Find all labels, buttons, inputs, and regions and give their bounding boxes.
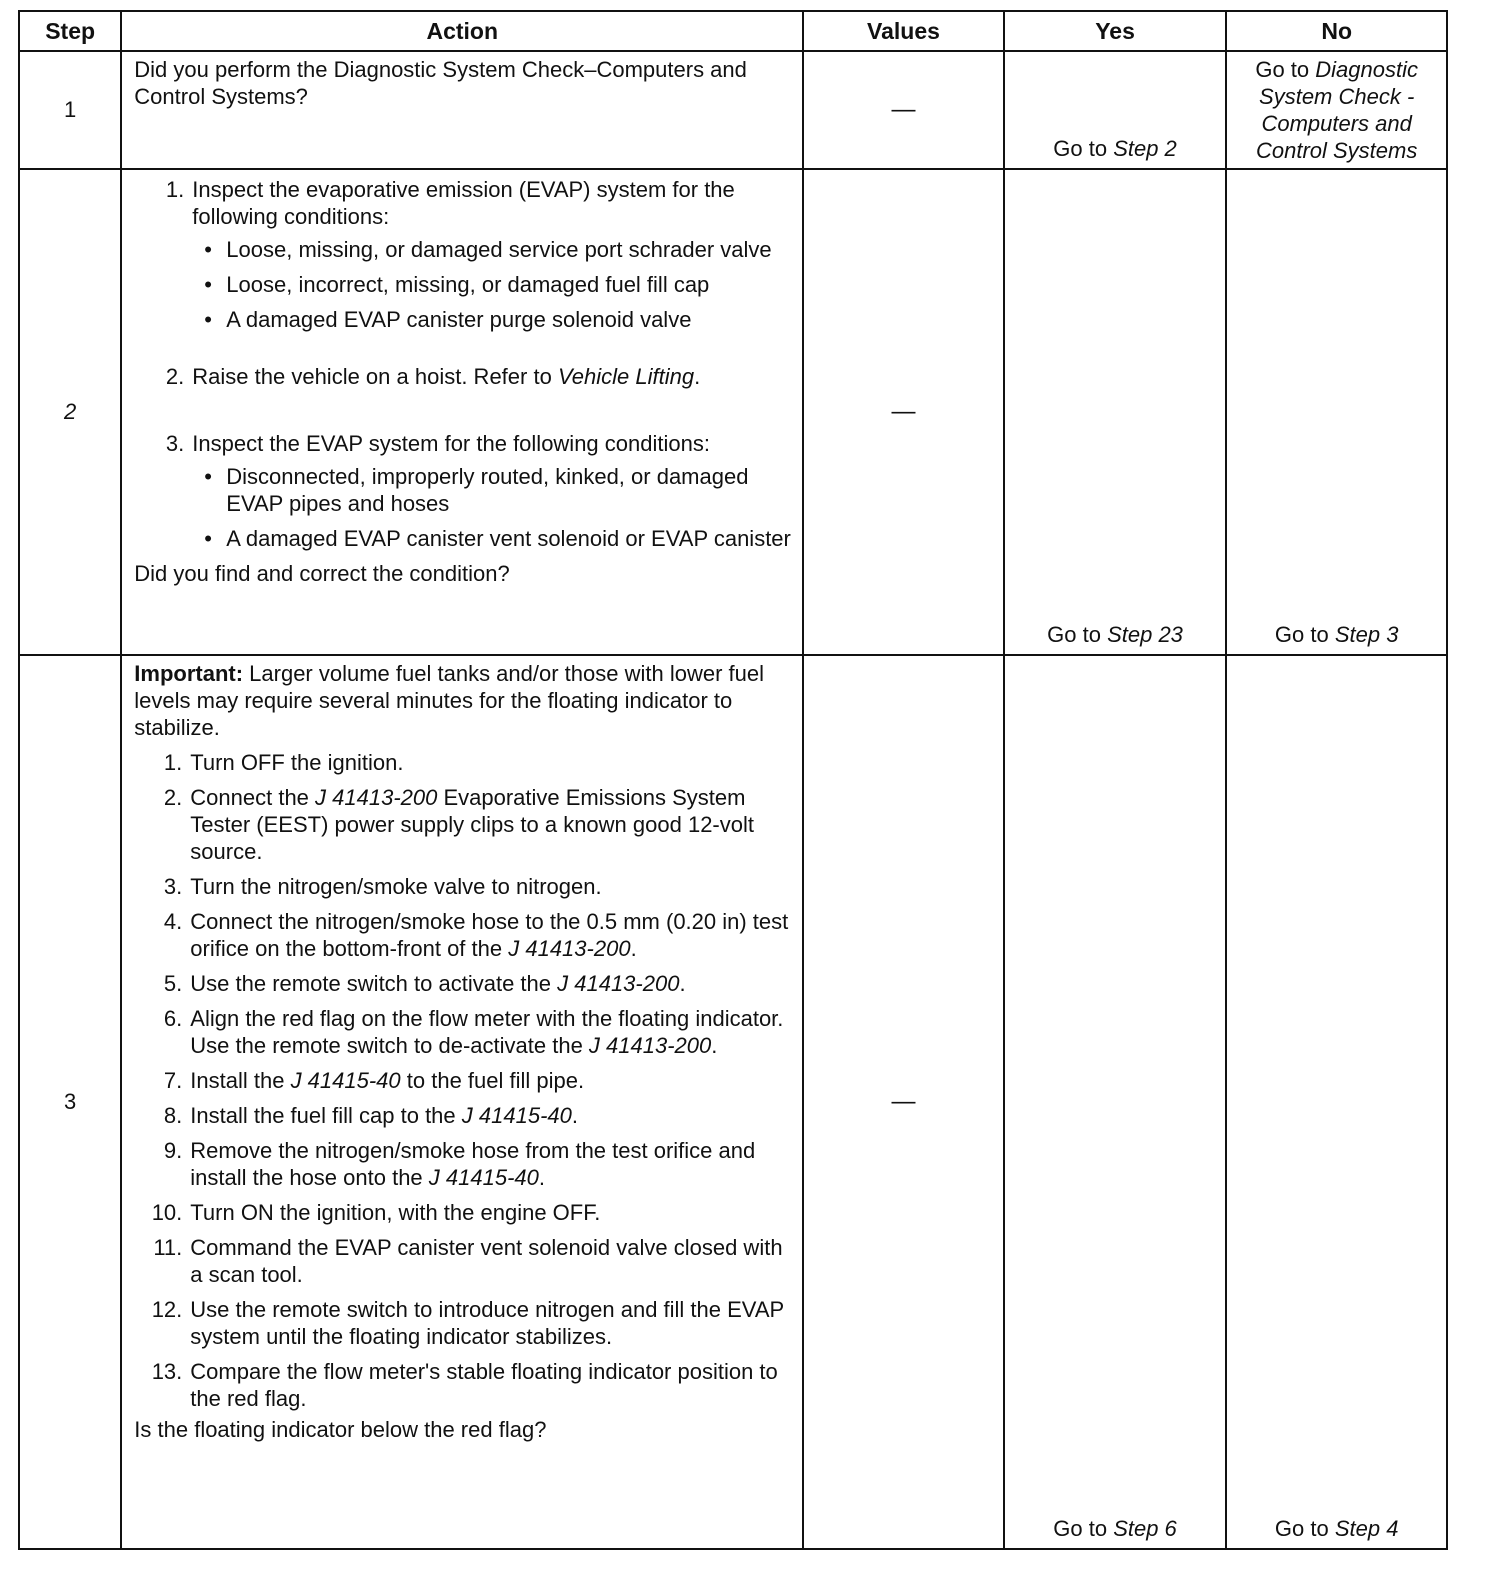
no-ref-line[interactable]: System Check -: [1259, 84, 1415, 109]
header-values: Values: [803, 11, 1004, 51]
list-item: 4. Connect the nitrogen/smoke hose to the 0.5 mm (0.20 in) test orifice on the bottom-front of the J 41413-200.: [163, 909, 789, 961]
action-list: [134, 749, 796, 1412]
step-number: 1: [19, 51, 121, 169]
no-cell: [1226, 51, 1447, 169]
list-item: 10. Turn ON the ignition, with the engine OFF.: [151, 1200, 601, 1225]
no-ref-line[interactable]: Control Systems: [1255, 138, 1418, 163]
action-question: Did you find and correct the condition?: [134, 561, 510, 586]
bullet-item: • A damaged EVAP canister purge solenoid valve: [204, 307, 692, 332]
yes-cell: Go to Step 23: [1004, 169, 1227, 655]
no-step-link[interactable]: Step 3: [1334, 621, 1399, 647]
list-item: 7. Install the J 41415-40 to the fuel fill pipe.: [163, 1068, 585, 1093]
no-cell: Go to Step 4: [1226, 655, 1447, 1549]
action-question: Did you perform the Diagnostic System Check–Computers and Control Systems?: [134, 57, 747, 109]
values-cell: —: [803, 169, 1004, 655]
tool-ref[interactable]: J 41413-200: [588, 1033, 712, 1058]
bullet-list: [192, 236, 796, 333]
values-cell: —: [803, 655, 1004, 1549]
adapter-ref[interactable]: J 41415-40: [428, 1165, 539, 1190]
header-yes: Yes: [1004, 11, 1227, 51]
action-list: [136, 174, 796, 552]
list-item: 3. Turn the nitrogen/smoke valve to nitrogen.: [163, 874, 602, 899]
list-item: 9. Remove the nitrogen/smoke hose from the test orifice and install the hose onto the J 41415-40.: [163, 1138, 756, 1190]
yes-cell: Go to Step 6: [1004, 655, 1227, 1549]
step-row-1: [19, 51, 1447, 169]
important-note: Important: Larger volume fuel tanks and/or those with lower fuel levels may require several minutes for the floating indicator to stabilize.: [134, 661, 764, 740]
no-step-link[interactable]: Step 4: [1334, 1515, 1399, 1541]
list-item: 1. Turn OFF the ignition.: [163, 750, 404, 775]
list-item: 3. Inspect the EVAP system for the following conditions: • Disconnected, improperly routed, kinked, or damaged EVAP pipes and hoses • A damaged EVAP canister vent solenoid or EVAP canister: [136, 430, 796, 552]
list-item: 13. Compare the flow meter's stable floating indicator position to the red flag.: [151, 1359, 778, 1411]
header-row: [19, 11, 1447, 51]
no-ref-line[interactable]: Computers and: [1261, 111, 1412, 136]
bullet-item: • Loose, incorrect, missing, or damaged fuel fill cap: [204, 272, 710, 297]
action-cell: [121, 51, 803, 169]
header-no: No: [1226, 11, 1447, 51]
bullet-list: [192, 463, 796, 552]
action-cell: [121, 169, 803, 655]
list-item: 8. Install the fuel fill cap to the J 41415-40.: [163, 1103, 578, 1128]
step-row-3: [19, 655, 1447, 1549]
no-ref-line[interactable]: Diagnostic: [1315, 57, 1418, 82]
adapter-ref[interactable]: J 41415-40: [290, 1068, 401, 1093]
list-item: 11. Command the EVAP canister vent solenoid valve closed with a scan tool.: [153, 1235, 783, 1287]
yes-step-link[interactable]: Step 6: [1113, 1515, 1177, 1541]
no-cell: Go to Step 3: [1226, 169, 1447, 655]
bullet-item: • Loose, missing, or damaged service port schrader valve: [204, 237, 772, 262]
header-step: Step: [19, 11, 121, 51]
action-cell: [121, 655, 803, 1549]
list-item: 2. Connect the J 41413-200 Evaporative Emissions System Tester (EEST) power supply clips to a known good 12-volt source.: [163, 785, 754, 864]
yes-step-link[interactable]: Step 23: [1107, 621, 1183, 647]
adapter-ref[interactable]: J 41415-40: [461, 1103, 572, 1128]
tool-ref[interactable]: J 41413-200: [557, 971, 680, 996]
header-action: Action: [121, 11, 803, 51]
bullet-item: • A damaged EVAP canister vent solenoid or EVAP canister: [204, 526, 791, 551]
tool-ref[interactable]: J 41413-200: [508, 936, 631, 961]
action-question: Is the floating indicator below the red flag?: [134, 1417, 547, 1442]
list-item: 5. Use the remote switch to activate the J 41413-200.: [163, 971, 686, 996]
tool-ref[interactable]: J 41413-200: [315, 785, 438, 810]
values-cell: —: [803, 51, 1004, 169]
no-prefix: Go to: [1255, 57, 1316, 82]
list-item: 1. Inspect the evaporative emission (EVAP) system for the following conditions: • Loose, missing, or damaged service port schrader valve • Loose, incorrect, missing, or damaged fuel fill cap • A damaged EVAP canister purge solenoid valve: [136, 176, 796, 333]
list-item: 12. Use the remote switch to introduce nitrogen and fill the EVAP system until the floating indicator stabilizes.: [151, 1297, 784, 1349]
step-number: 2: [19, 169, 121, 655]
yes-cell: [1004, 51, 1227, 169]
bullet-item: • Disconnected, improperly routed, kinked, or damaged EVAP pipes and hoses: [204, 464, 749, 516]
step-row-2: [19, 169, 1447, 655]
list-item: 6. Align the red flag on the flow meter with the floating indicator. Use the remote switch to de-activate the J 41413-200.: [163, 1006, 784, 1058]
diagnostic-table: [18, 10, 1448, 1550]
step-number: 3: [19, 655, 121, 1549]
yes-step-link[interactable]: Step 2: [1113, 135, 1177, 161]
vehicle-lifting-link[interactable]: Vehicle Lifting: [557, 364, 695, 389]
yes-prefix: Go to: [1053, 135, 1114, 161]
list-item: 2. Raise the vehicle on a hoist. Refer to Vehicle Lifting.: [165, 364, 701, 389]
